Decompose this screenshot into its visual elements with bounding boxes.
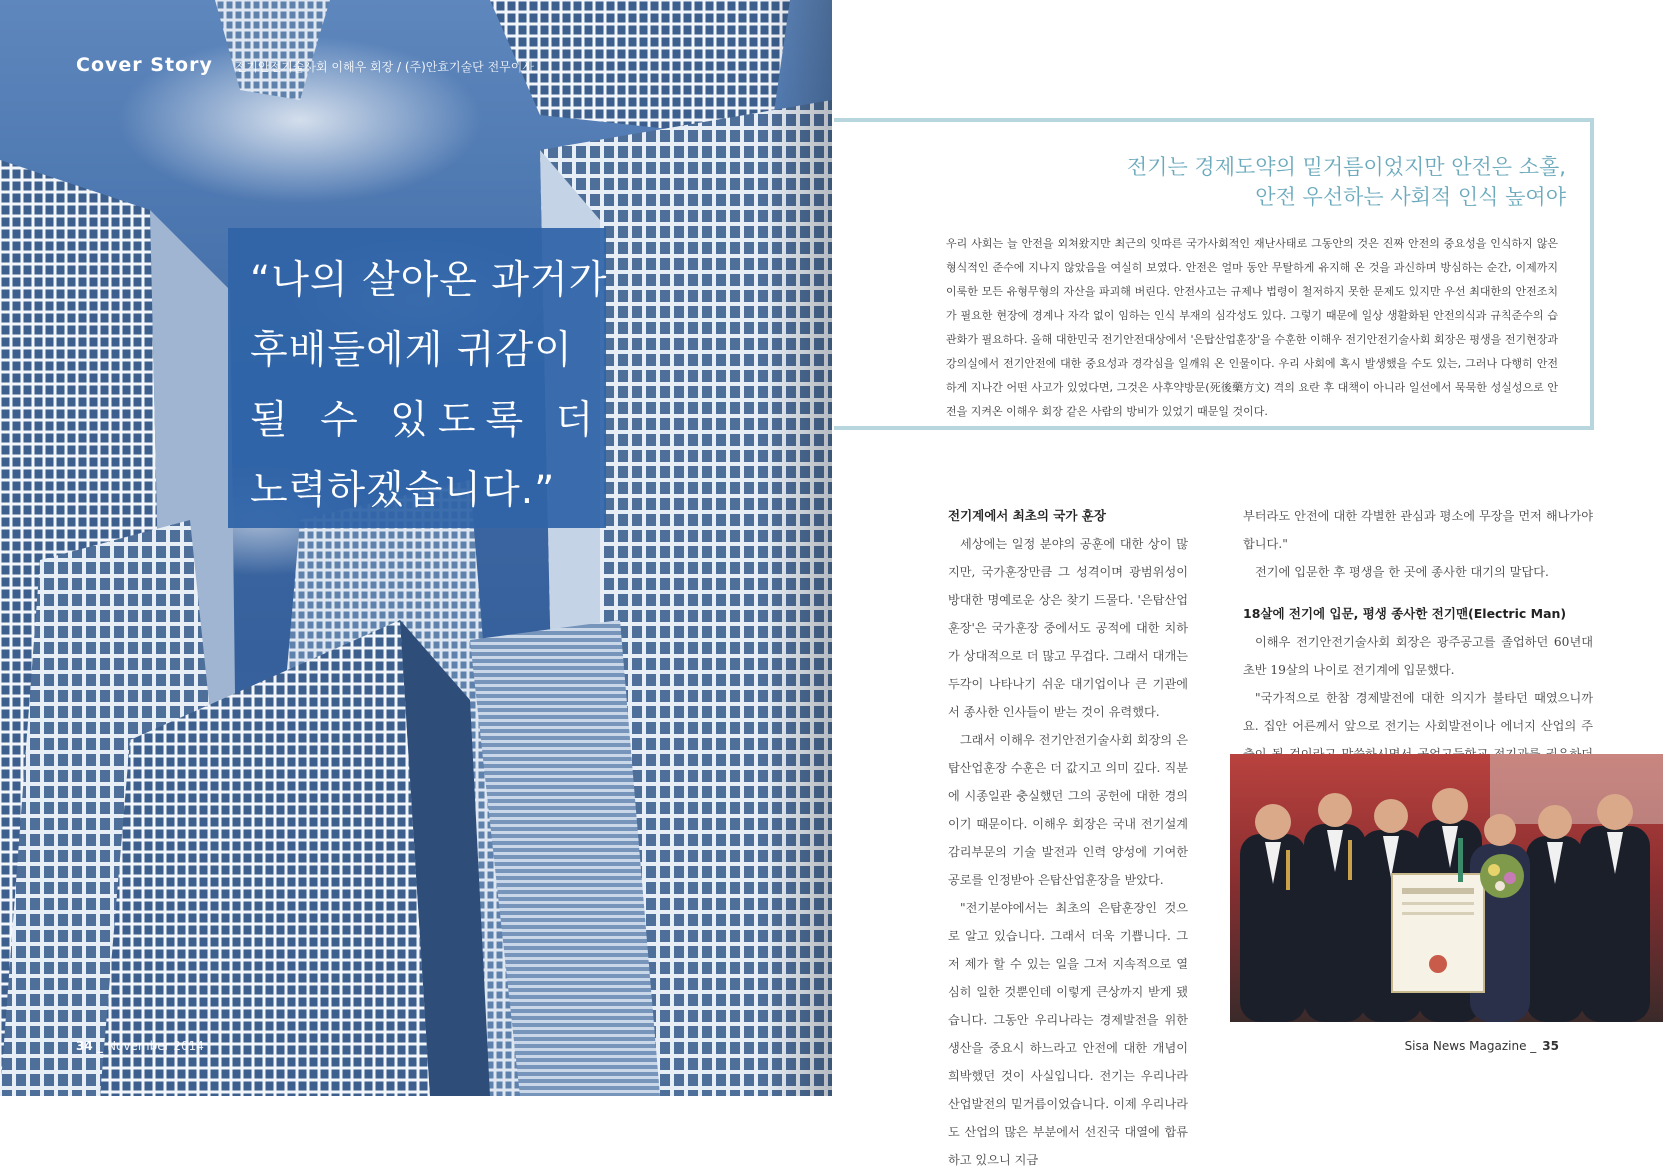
folio-month: November 2014: [107, 1039, 204, 1053]
pull-quote-line: 노력하겠습니다.”: [250, 468, 556, 513]
section-header: [76, 54, 534, 76]
folio-separator: _: [96, 1039, 103, 1053]
section-label: Cover Story: [76, 54, 213, 76]
award-ceremony-photo: [1230, 754, 1663, 1022]
headline-line: 전기는 경제도약의 밑거름이었지만 안전은 소홀,: [1126, 155, 1566, 179]
left-page-folio: [76, 1039, 204, 1053]
body-paragraph: 그래서 이해우 전기안전기술사회 회장의 은탑산업훈장 수훈은 더 값지고 의미 깊다. 직분에 시종일관 충실했던 그의 공헌에 대한 경의이기 때문이다. 이해우 회장은 국내 전기설계 감리부문의 기술 발전과 인력 양성에 기여한 공로를 인정받아 은탑산업훈장을 받았다.: [948, 733, 1188, 887]
cover-photo-page: [0, 0, 832, 1096]
magazine-name: Sisa News Magazine _: [1404, 1039, 1537, 1053]
body-paragraph: "전기분야에서는 최초의 은탑훈장인 것으로 알고 있습니다. 그래서 더욱 기쁩니다. 그저 제가 할 수 있는 일을 그저 지속적으로 열심히 일한 것뿐인데 이렇게 큰상까지 받게 됐습니다. 그동안 우리나라는 경제발전을 위한 생산을 중요시 하느라고 안전에 대한 개념이 희박했던 것이 사실입니다. 전기는 우리나라 산업발전의 밑거름이었습니다. 이제 우리나라도 산업의 많은 부분에서 선진국 대열에 합류하고 있으니 지금: [948, 901, 1188, 1167]
headline-line: 안전 우선하는 사회적 인식 높여야: [1255, 185, 1566, 209]
pull-quote-line: “나의 살아온 과거가: [250, 258, 608, 303]
pull-quote-line: 될 수 있도록 더: [250, 398, 604, 443]
article-column-1: [948, 502, 1188, 1174]
section-subtitle: 전기안전기술사회 이해우 회장 / (주)안효기술단 전무이사: [234, 60, 534, 74]
right-page-folio: [1405, 1039, 1559, 1053]
body-paragraph: 이해우 전기안전기술사회 회장은 광주공고를 졸업하던 60년대 초반 19살의 나이로 전기계에 입문했다.: [1243, 635, 1593, 677]
lead-headline: [866, 152, 1566, 212]
subheading: 전기계에서 최초의 국가 훈장: [948, 508, 1106, 523]
body-paragraph: 세상에는 일정 분야의 공훈에 대한 상이 많지만, 국가훈장만큼 그 성격이며 광범위성이 방대한 명예로운 상은 찾기 드물다. '은탑산업훈장'은 국가훈장 중에서도 공적에 대한 치하가 상대적으로 더 많고 무겁다. 그래서 대개는 두각이 나타나기 쉬운 대기업이나 큰 기관에서 종사한 인사들이 받는 것이 유력했다.: [948, 537, 1188, 719]
skyscraper-illustration: [0, 0, 832, 1096]
body-paragraph: 부터라도 안전에 대한 각별한 관심과 평소에 무장을 먼저 해나가야 합니다.": [1243, 509, 1593, 551]
right-page-number: 35: [1542, 1039, 1559, 1053]
left-page-number: 34: [76, 1039, 93, 1053]
body-paragraph: "국가적으로 한참 경제발전에 대한 의지가 불타던 때였으니까요. 집안 어른께서 앞으로 전기는 사회발전이나 에너지 산업의 주: [1243, 691, 1593, 733]
subheading: 18살에 전기에 입문, 평생 종사한 전기맨(Electric Man): [1243, 606, 1567, 621]
article-column-2: [1243, 502, 1593, 796]
page-gutter-shadow: [762, 0, 832, 1096]
pull-quote-line: 후배들에게 귀감이: [250, 328, 573, 373]
lead-paragraph: 우리 사회는 늘 안전을 외쳐왔지만 최근의 잇따른 국가사회적인 재난사태로 그동안의 것은 진짜 안전의 중요성을 인식하지 않은 형식적인 준수에 지나지 않았음을 여실히 보였다. 안전은 얼마 동안 무탈하게 유지해 온 것을 과신하며 방심하는 순간, 이제까지 이룩한 모든 유형무형의 자산을 파괴해 버린다. 안전사고는 규제나 법령이 철저하지 못한 문제도 있지만 우선 최대한의 안전조치가 필요한 현장에 경계나 자각 없이 임하는 인식 부재의 심각성도 있다. 그렇기 때문에 일상 생활화된 안전의식과 규칙준수의 습관화가 필요하다. 올해 대한민국 전기안전대상에서 '은탑산업훈장'을 수훈한 이해우 전기안전기술사회 회장은 평생을 전기현장과 강의실에서 전기안전에 대한 중요성과 경각심을 일깨워 온 인물이다. 우리 사회에 혹시 발생했을 수도 있는, 그러나 다행히 안전하게 지나간 어떤 사고가 있었다면, 그것은 사후약방문(死後藥方文) 격의 요란 후 대책이 아니라 일선에서 묵묵한 성실성으로 안전을 지켜온 이해우 회장 같은 사람의 방비가 있었기 때문일 것이다.: [946, 237, 1558, 418]
pull-quote-box: [228, 228, 606, 528]
body-paragraph: 전기에 입문한 후 평생을 한 곳에 종사한 대기의 말답다.: [1255, 565, 1549, 579]
lead-frame: [834, 118, 1594, 430]
